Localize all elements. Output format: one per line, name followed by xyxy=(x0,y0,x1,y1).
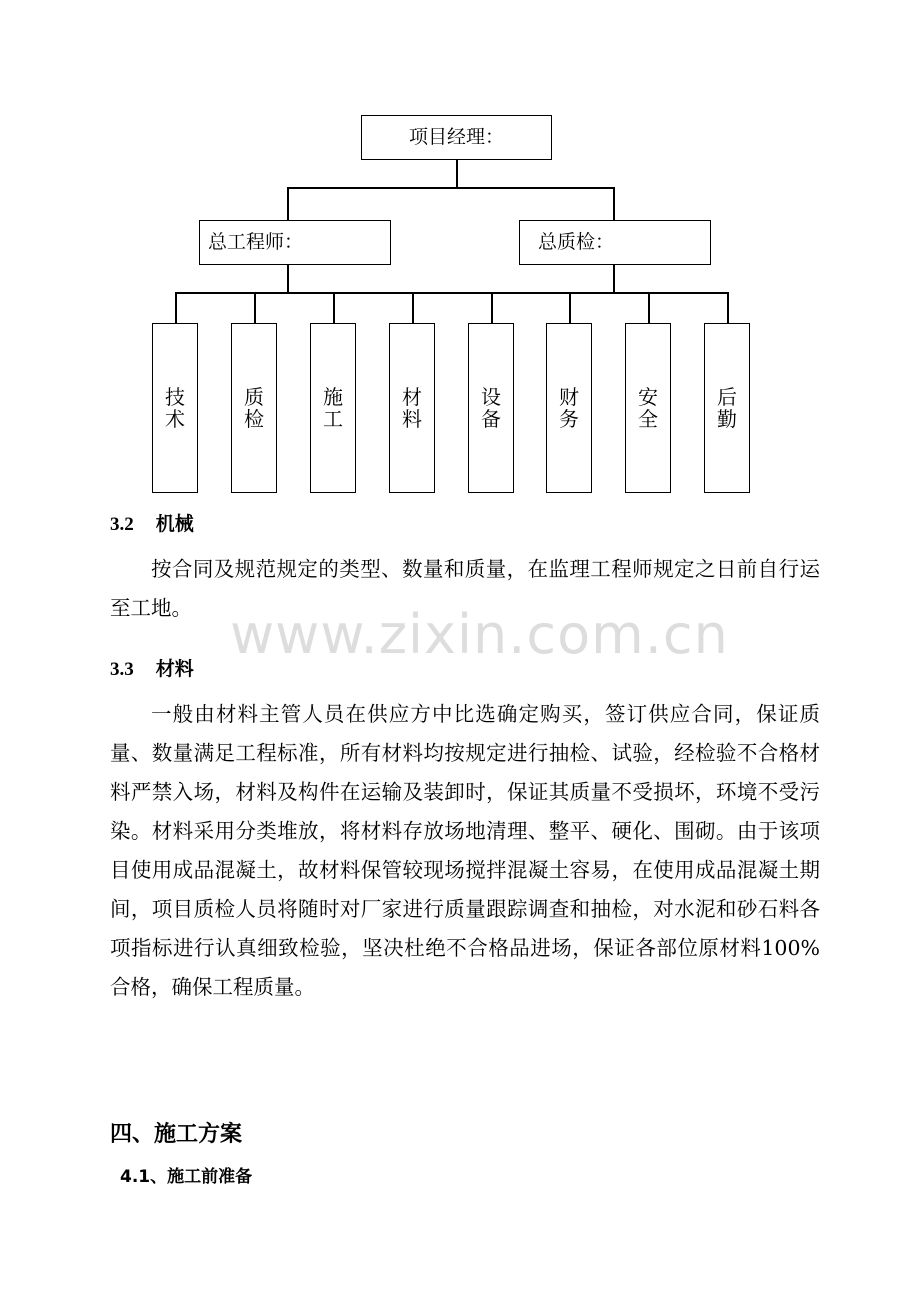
connector xyxy=(254,292,256,324)
connector xyxy=(287,264,289,293)
node-char: 后 xyxy=(717,385,737,409)
node-dept-materials xyxy=(389,323,435,493)
connector xyxy=(456,159,458,188)
section-heading-3-2 xyxy=(110,515,194,534)
node-char: 施 xyxy=(323,385,343,409)
watermark: www.zixin.com.cn xyxy=(230,603,729,666)
node-char: 全 xyxy=(638,407,658,431)
subsection-heading-4-1: 4.1、施工前准备 xyxy=(120,1167,253,1187)
node-dept-construction xyxy=(310,323,356,493)
node-dept-qc xyxy=(231,323,277,493)
node-char: 财 xyxy=(559,385,579,409)
connector xyxy=(648,292,650,324)
org-chart xyxy=(0,0,920,510)
section-number: 3.3 xyxy=(110,659,134,680)
section-3-3-paragraph: 一般由材料主管人员在供应方中比选确定购买，签订供应合同，保证质量、数量满足工程标准，所有材料均按规定进行抽检、试验，经检验不合格材料严禁入场，材料及构件在运输及装卸时，保证其质量不受损坏，环境不受污染。材料采用分类堆放，将材料存放场地清理、整平、硬化、围砌。由于该项目使用成品混凝土，故材料保管较现场搅拌混凝土容易，在使用成品混凝土期间，项目质检人员将随时对厂家进行质量跟踪调查和抽检，对水泥和砂石料各项指标进行认真细致检验，坚决杜绝不合格品进场，保证各部位原材料100%合格，确保工程质量。 xyxy=(110,702,820,999)
node-char: 备 xyxy=(481,407,501,431)
node-label: 项目经理： xyxy=(408,126,504,148)
node-manager xyxy=(361,115,552,160)
node-char: 设 xyxy=(481,385,501,409)
section-3-2-paragraph: 按合同及规范规定的类型、数量和质量，在监理工程师规定之日前自行运至工地。 xyxy=(110,557,820,620)
node-char: 安 xyxy=(638,385,658,409)
node-dept-finance xyxy=(546,323,592,493)
node-dept-tech xyxy=(152,323,198,493)
connector xyxy=(491,292,493,324)
connector xyxy=(175,292,727,294)
node-dept-logistics xyxy=(704,323,750,493)
node-char: 材 xyxy=(402,385,422,409)
connector xyxy=(287,187,289,221)
section-title: 机械 xyxy=(155,513,194,535)
connector xyxy=(412,292,414,324)
node-char: 技 xyxy=(165,385,185,409)
node-chief-qc xyxy=(519,220,711,265)
connector xyxy=(727,292,729,324)
connector xyxy=(287,187,614,189)
node-char: 工 xyxy=(323,407,343,431)
connector xyxy=(613,264,615,293)
node-char: 料 xyxy=(402,407,422,431)
chapter-heading-4: 四、施工方案 xyxy=(110,1122,243,1147)
section-heading-3-3 xyxy=(110,660,194,679)
node-chief-engineer xyxy=(199,220,391,265)
node-char: 勤 xyxy=(717,407,737,431)
node-dept-safety xyxy=(625,323,671,493)
node-char: 质 xyxy=(244,385,264,409)
node-char: 务 xyxy=(559,407,579,431)
section-number: 3.2 xyxy=(110,514,134,535)
connector xyxy=(333,292,335,324)
section-title: 材料 xyxy=(155,658,194,680)
node-dept-equipment xyxy=(468,323,514,493)
connector xyxy=(175,292,177,324)
connector xyxy=(569,292,571,324)
node-label: 总工程师： xyxy=(208,231,304,253)
connector xyxy=(613,187,615,221)
node-char: 检 xyxy=(244,407,264,431)
node-char: 术 xyxy=(165,407,185,431)
node-label: 总质检： xyxy=(538,231,615,253)
